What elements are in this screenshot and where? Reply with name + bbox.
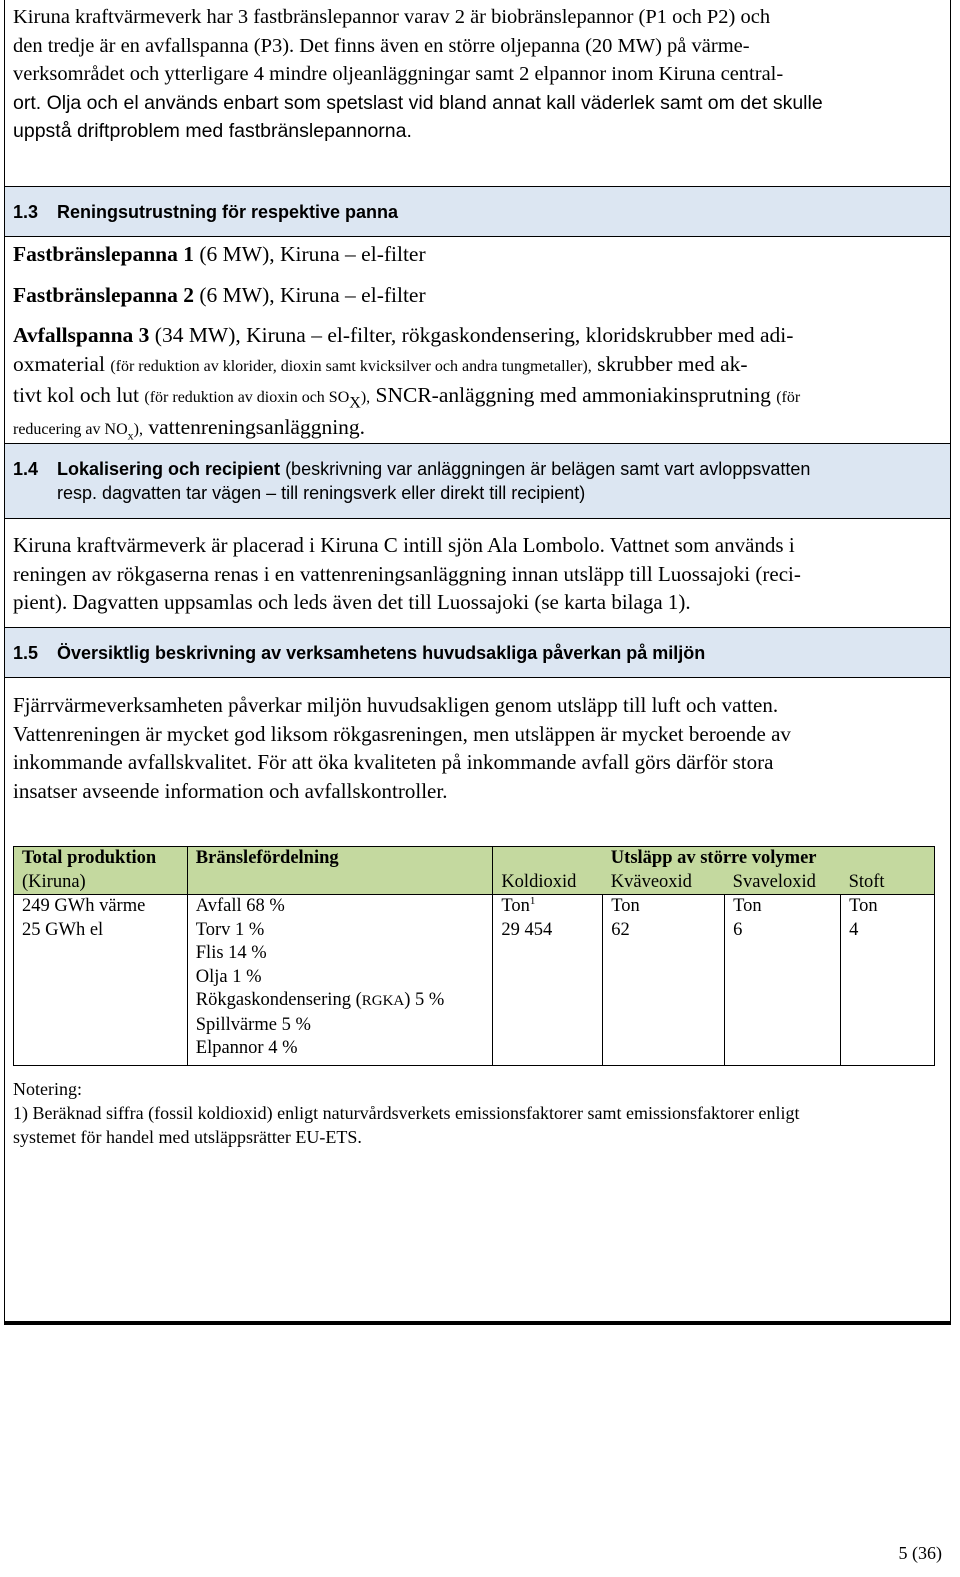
section-1-5-body: Fjärrvärmeverksamheten påverkar miljön huvudsakligen genom utsläpp till luft och vatten. Vattenreningen är mycket god liksom rökgasreningen, men utsläppen är mycket beroende av inkommande avfallskvalitet. För att öka kvaliteten på inkommande avfall görs därför stora insatser avseende information och avfallskontroller. — [5, 677, 950, 805]
section-number: 1.5 — [13, 643, 39, 663]
table-row — [14, 895, 935, 1066]
intro-paragraph: Kiruna kraftvärmeverk har 3 fastbränslepannor varav 2 är biobränslepannor (P1 och P2) och den tredje är en avfallspanna (P3). Det finns även en större oljepanna (20 MW) på värme- verksområdet och ytterligare 4 mindre oljeanläggningar samt 2 elpannor inom Kiruna central- ort. Olja och el används enbart som spetslast vid bland annat kall väderlek samt om det skulle uppstå driftproblem med fastbränslepannorna. — [13, 6, 823, 142]
boiler-2: Fastbränslepanna 2 (6 MW), Kiruna – el-filter — [13, 282, 426, 307]
section-title: Reningsutrustning för respektive panna — [57, 202, 399, 222]
co2-cell: Ton$^1$ 29 454 — [493, 895, 603, 1066]
boiler-1: Fastbränslepanna 1 (6 MW), Kiruna – el-filter — [13, 242, 426, 266]
section-number: 1.3 — [13, 202, 39, 222]
dust-cell: Ton 4 — [841, 895, 935, 1066]
page-number: 5 (36) — [898, 1543, 942, 1563]
section-title: Översiktlig beskrivning av verksamhetens huvudsakliga påverkan på miljön — [57, 643, 706, 663]
col-co2: Koldioxid — [493, 871, 603, 895]
table-header-row — [14, 847, 935, 871]
boiler-3: Avfallspanna 3 (34 MW), Kiruna – el-filter, rökgaskondensering, kloridskrubber med adi- oxmaterial (för reduktion av klorider, dioxin samt kvicksilver och andra tungmetaller), skrubber med ak- tivt kol och lut (för reduktion av dioxin och $SO_X$), SNCR-anläggning med ammoniakinsprutning (för reducering av $NO_x$), vattenreningsanläggning. — [13, 323, 801, 442]
section-1-3-body — [5, 236, 950, 444]
nox-cell: Ton 62 — [603, 895, 725, 1066]
section-1-4-header: 1.4 Lokalisering och recipient (beskrivning var anläggningen är belägen samt vart avloppsvatten resp. dagvatten tar vägen – till reningsverk eller direkt till recipient) — [5, 443, 950, 518]
header-fuel-distribution: Bränslefördelning — [187, 847, 493, 871]
table-subheader-row — [14, 871, 935, 895]
header-emissions: Utsläpp av större volymer — [493, 847, 935, 871]
production-cell: 249 GWh värme 25 GWh el — [14, 895, 188, 1066]
col-sox: Svaveloxid — [725, 871, 841, 895]
section-title: Lokalisering och recipient — [57, 459, 281, 479]
fuel-cell: Avfall 68 % Torv 1 % Flis 14 % Olja 1 % Rökgaskondensering (RGKA) 5 % Spillvärme 5 % Elpannor 4 % — [187, 895, 493, 1066]
footnote: Notering: 1) Beräknad siffra (fossil koldioxid) enligt naturvårdsverkets emissionsfaktorer samt emissionsfaktorer enligt systemet för handel med utsläppsrätter EU-ETS. — [13, 1079, 800, 1147]
col-dust: Stoft — [841, 871, 935, 895]
sox-cell: Ton 6 — [725, 895, 841, 1066]
section-1-5-header — [5, 627, 950, 677]
header-total-sub: (Kiruna) — [14, 871, 188, 895]
document-frame — [4, 0, 951, 1325]
section-1-4-body: Kiruna kraftvärmeverk är placerad i Kiruna C intill sjön Ala Lombolo. Vattnet som används i reningen av rökgaserna renas i en vattenreningsanläggning innan utsläpp till Luossajoki (reci- pient). Dagvatten uppsamlas och leds även det till Luossajoki (se karta bilaga 1). — [5, 518, 950, 617]
header-fuel-sub — [187, 871, 493, 895]
header-total-production: Total produktion — [14, 847, 188, 871]
section-1-3-header — [5, 186, 950, 236]
col-nox: Kväveoxid — [603, 871, 725, 895]
section-number: 1.4 — [13, 459, 39, 479]
production-table — [13, 846, 935, 1066]
